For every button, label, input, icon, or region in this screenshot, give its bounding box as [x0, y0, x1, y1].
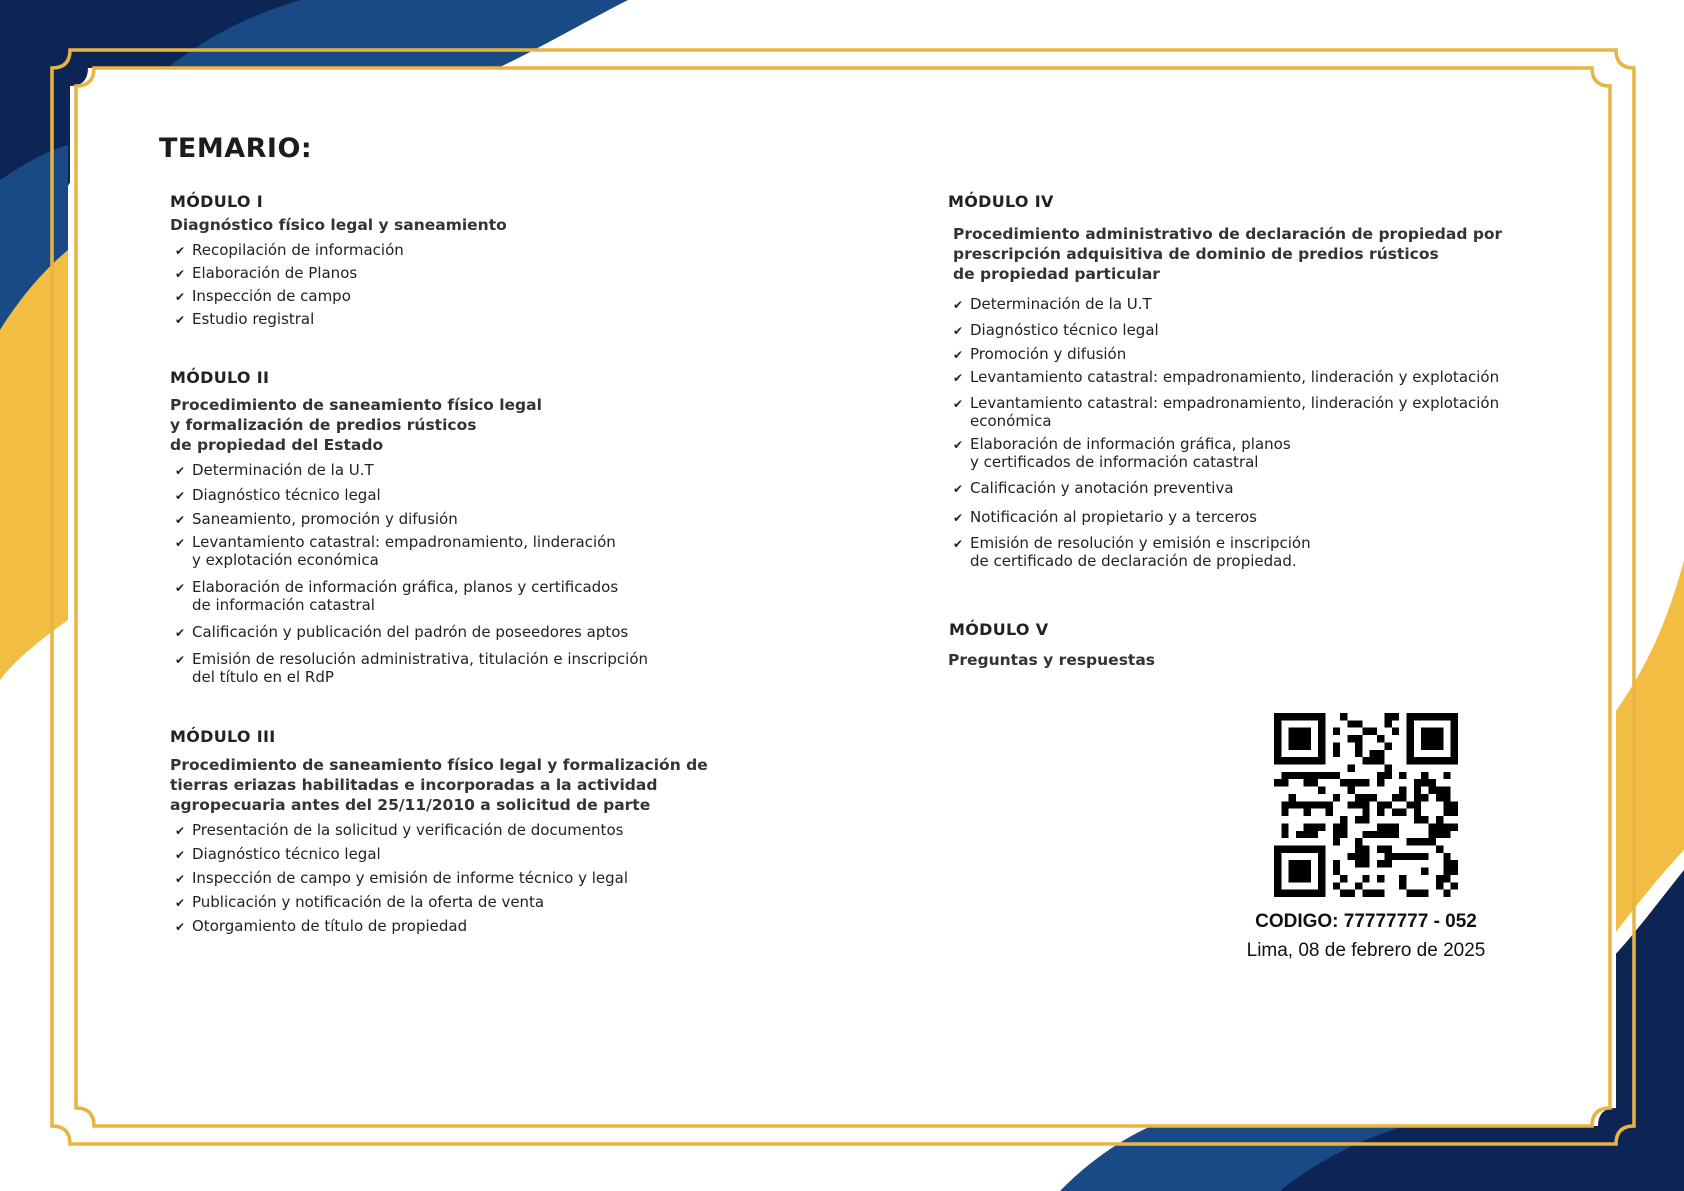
list-item-text: Emisión de resolución administrativa, titulación e inscripción del título en el RdP	[192, 650, 649, 686]
list-item-text: Diagnóstico técnico legal	[970, 321, 1159, 339]
module-1	[170, 192, 730, 328]
list-item-text: Inspección de campo y emisión de informe técnico y legal	[192, 869, 629, 887]
list-item	[170, 264, 730, 282]
module-1-title: MÓDULO I	[170, 192, 263, 211]
list-item	[170, 821, 730, 839]
module-3-list	[170, 821, 730, 935]
check-icon: ✔	[175, 267, 186, 281]
list-item-text: Otorgamiento de título de propiedad	[192, 917, 468, 935]
list-item	[170, 917, 730, 935]
list-item	[948, 321, 1528, 339]
module-3	[170, 727, 730, 935]
check-icon: ✔	[953, 438, 964, 452]
list-item-text: Determinación de la U.T	[970, 295, 1152, 313]
list-item-text: Calificación y anotación preventiva	[970, 479, 1234, 497]
list-item-text: Elaboración de información gráfica, planos y certificados de información catastral	[970, 435, 1291, 471]
check-icon: ✔	[175, 536, 186, 550]
check-icon: ✔	[175, 290, 186, 304]
check-icon: ✔	[175, 513, 186, 527]
list-item	[170, 533, 690, 569]
check-icon: ✔	[953, 298, 964, 312]
list-item	[948, 368, 1528, 386]
list-item	[948, 479, 1528, 497]
list-item-text: Calificación y publicación del padrón de poseedores aptos	[192, 623, 629, 641]
list-item	[170, 623, 690, 641]
check-icon: ✔	[953, 482, 964, 496]
list-item	[948, 295, 1528, 313]
check-icon: ✔	[175, 464, 186, 478]
module-3-subtitle: Procedimiento de saneamiento físico legal y formalización de tierras eriazas habilitadas e incorporadas a la actividad agropecuaria antes del 25/11/2010 a solicitud de parte	[170, 756, 708, 814]
list-item-text: Elaboración de Planos	[192, 264, 358, 282]
list-item	[948, 435, 1528, 471]
module-4-title: MÓDULO IV	[948, 192, 1054, 211]
check-icon: ✔	[175, 848, 186, 862]
list-item-text: Recopilación de información	[192, 241, 404, 259]
module-5	[949, 620, 1509, 670]
module-1-list	[170, 241, 730, 328]
certificate-code: CODIGO: 77777777 - 052	[1255, 911, 1477, 932]
module-4	[948, 192, 1528, 570]
module-4-list	[948, 295, 1528, 570]
list-item	[170, 650, 690, 686]
module-5-title: MÓDULO V	[949, 620, 1049, 639]
list-item-text: Levantamiento catastral: empadronamiento, linderación y explotación económica	[970, 394, 1500, 430]
list-item-text: Estudio registral	[192, 310, 315, 328]
check-icon: ✔	[953, 348, 964, 362]
module-1-subtitle: Diagnóstico físico legal y saneamiento	[170, 216, 507, 234]
check-icon: ✔	[175, 920, 186, 934]
list-item	[170, 486, 690, 504]
check-icon: ✔	[175, 824, 186, 838]
check-icon: ✔	[175, 626, 186, 640]
list-item-text: Publicación y notificación de la oferta de venta	[192, 893, 545, 911]
check-icon: ✔	[953, 324, 964, 338]
module-3-title: MÓDULO III	[170, 727, 276, 746]
list-item-text: Inspección de campo	[192, 287, 351, 305]
list-item	[170, 310, 730, 328]
list-item-text: Levantamiento catastral: empadronamiento, linderación y explotación económica	[192, 533, 616, 569]
list-item	[170, 845, 730, 863]
list-item	[170, 578, 690, 614]
module-2-list	[170, 461, 690, 686]
check-icon: ✔	[953, 397, 964, 411]
list-item-text: Diagnóstico técnico legal	[192, 486, 381, 504]
page-title: TEMARIO:	[159, 133, 313, 164]
module-4-subtitle: Procedimiento administrativo de declaración de propiedad por prescripción adquisitiva de dominio de predios rústicos de propiedad particular	[953, 225, 1503, 283]
list-item	[170, 893, 730, 911]
check-icon: ✔	[953, 511, 964, 525]
module-5-subtitle: Preguntas y respuestas	[948, 651, 1156, 669]
list-item	[170, 287, 730, 305]
list-item	[170, 510, 690, 528]
check-icon: ✔	[175, 244, 186, 258]
list-item	[948, 508, 1528, 526]
check-icon: ✔	[175, 872, 186, 886]
module-2-title: MÓDULO II	[170, 368, 270, 387]
list-item-text: Diagnóstico técnico legal	[192, 845, 381, 863]
check-icon: ✔	[175, 489, 186, 503]
list-item	[948, 345, 1528, 363]
check-icon: ✔	[175, 581, 186, 595]
list-item	[948, 394, 1528, 430]
list-item-text: Saneamiento, promoción y difusión	[192, 510, 458, 528]
list-item-text: Notificación al propietario y a terceros	[970, 508, 1257, 526]
list-item-text: Determinación de la U.T	[192, 461, 374, 479]
list-item	[948, 534, 1528, 570]
list-item	[170, 241, 730, 259]
issue-date: Lima, 08 de febrero de 2025	[1246, 940, 1486, 961]
list-item	[170, 869, 730, 887]
qr-code	[1274, 713, 1458, 897]
list-item-text: Presentación de la solicitud y verificación de documentos	[192, 821, 624, 839]
check-icon: ✔	[953, 371, 964, 385]
list-item-text: Levantamiento catastral: empadronamiento, linderación y explotación	[970, 368, 1500, 386]
check-icon: ✔	[175, 896, 186, 910]
check-icon: ✔	[175, 653, 186, 667]
list-item	[170, 461, 690, 479]
list-item-text: Elaboración de información gráfica, planos y certificados de información catastral	[192, 578, 619, 614]
module-2	[170, 368, 690, 686]
module-2-subtitle: Procedimiento de saneamiento físico legal y formalización de predios rústicos de propiedad del Estado	[170, 396, 542, 454]
check-icon: ✔	[175, 313, 186, 327]
check-icon: ✔	[953, 537, 964, 551]
list-item-text: Promoción y difusión	[970, 345, 1127, 363]
list-item-text: Emisión de resolución y emisión e inscripción de certificado de declaración de propiedad.	[970, 534, 1311, 570]
